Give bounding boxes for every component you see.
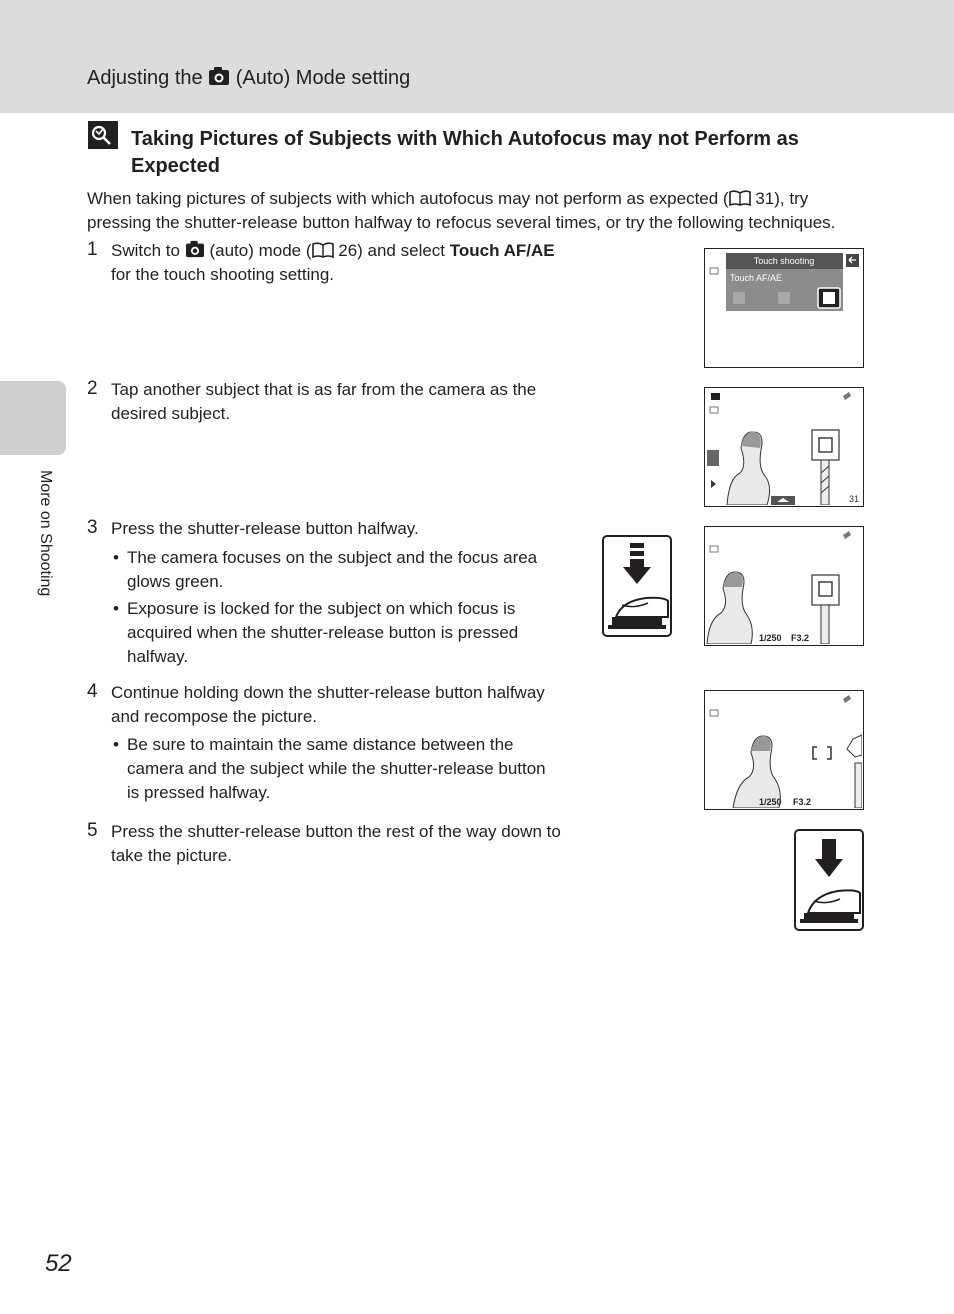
tip-icon: [88, 121, 118, 149]
step-text-part: Tap another subject that is as far from the camera as the: [111, 380, 537, 399]
auto-mode-camera-icon: [208, 66, 230, 86]
intro-reference: 31), try: [755, 189, 809, 208]
book-reference-icon: [312, 242, 334, 258]
bullet-line: is pressed halfway.: [127, 783, 271, 802]
bullet-text: [127, 597, 518, 669]
step-text-part: 26) and select: [338, 241, 446, 260]
camera-screen-recompose: [704, 690, 864, 810]
step-text: Press the shutter-release button halfway.: [111, 519, 419, 538]
bullet-line: acquired when the shutter-release button is pressed: [127, 623, 519, 642]
shots-remaining-count: 31: [849, 494, 860, 504]
bullet-marker: •: [113, 599, 119, 618]
bullet-line: camera and the subject while the shutter-release button: [127, 759, 546, 778]
camera-screen-touch-menu: [704, 248, 864, 368]
bullet-text: [127, 546, 537, 594]
intro-text-line2: pressing the shutter-release button halfway to refocus several times, or try the following techniques.: [87, 213, 836, 232]
menu-option: Touch AF/AE: [730, 273, 783, 283]
step-text: [111, 820, 591, 868]
shutter-full-press-illustration: [794, 829, 864, 931]
bullet-line: Be sure to maintain the same distance between the: [127, 735, 514, 754]
bullet-line: Exposure is locked for the subject on which focus is: [127, 599, 516, 618]
step-text-part: and recompose the picture.: [111, 707, 318, 726]
shutter-speed-readout: 1/250: [759, 633, 782, 643]
intro-paragraph: [87, 187, 877, 235]
bullet-line: halfway.: [127, 647, 189, 666]
bullet-marker: •: [113, 548, 119, 567]
bullet-line: The camera focuses on the subject and the focus area: [127, 548, 538, 567]
step-text-part: Press the shutter-release button the rest of the way down to: [111, 822, 561, 841]
step-text: [111, 378, 581, 426]
step-text: [111, 681, 591, 729]
book-reference-icon: [729, 190, 751, 206]
bullet-marker: •: [113, 735, 119, 754]
aperture-readout: F3.2: [791, 633, 810, 643]
aperture-readout: F3.2: [793, 797, 812, 807]
step-text-part: take the picture.: [111, 846, 232, 865]
step-number: 1: [87, 239, 98, 260]
camera-screen-half-press: [704, 526, 864, 646]
step-number: 2: [87, 378, 98, 399]
bullet-line: glows green.: [127, 572, 224, 591]
header-title-pre: Adjusting the: [87, 67, 203, 89]
camera-screen-tap-subject: [704, 387, 864, 507]
step-number: 3: [87, 517, 98, 538]
step-text-part: desired subject.: [111, 404, 231, 423]
header-title-post: (Auto) Mode setting: [235, 67, 411, 89]
step-text-part: (auto) mode (: [209, 241, 312, 260]
section-title: Taking Pictures of Subjects with Which Autofocus may not Perform as Expected: [131, 128, 799, 177]
auto-mode-camera-icon: [185, 240, 205, 258]
header-band: [0, 0, 954, 113]
shutter-half-press-illustration: [602, 535, 672, 637]
setting-name: Touch AF/AE: [449, 241, 555, 260]
step-text-part: Continue holding down the shutter-release button halfway: [111, 683, 545, 702]
step-text-part: Switch to: [111, 241, 180, 260]
step-text: [111, 239, 591, 287]
header-title: [87, 66, 410, 90]
step-text-part: for the touch shooting setting.: [111, 265, 335, 284]
intro-text: When taking pictures of subjects with which autofocus may not perform as expected (: [87, 189, 729, 208]
shutter-speed-readout: 1/250: [759, 797, 782, 807]
page-number: 52: [45, 1250, 72, 1277]
step-number: 4: [87, 681, 98, 702]
step-number: 5: [87, 820, 98, 841]
side-tab: [0, 381, 66, 455]
menu-title: Touch shooting: [753, 256, 815, 266]
side-tab-label: More on Shooting: [37, 470, 54, 597]
bullet-text: [127, 733, 546, 805]
